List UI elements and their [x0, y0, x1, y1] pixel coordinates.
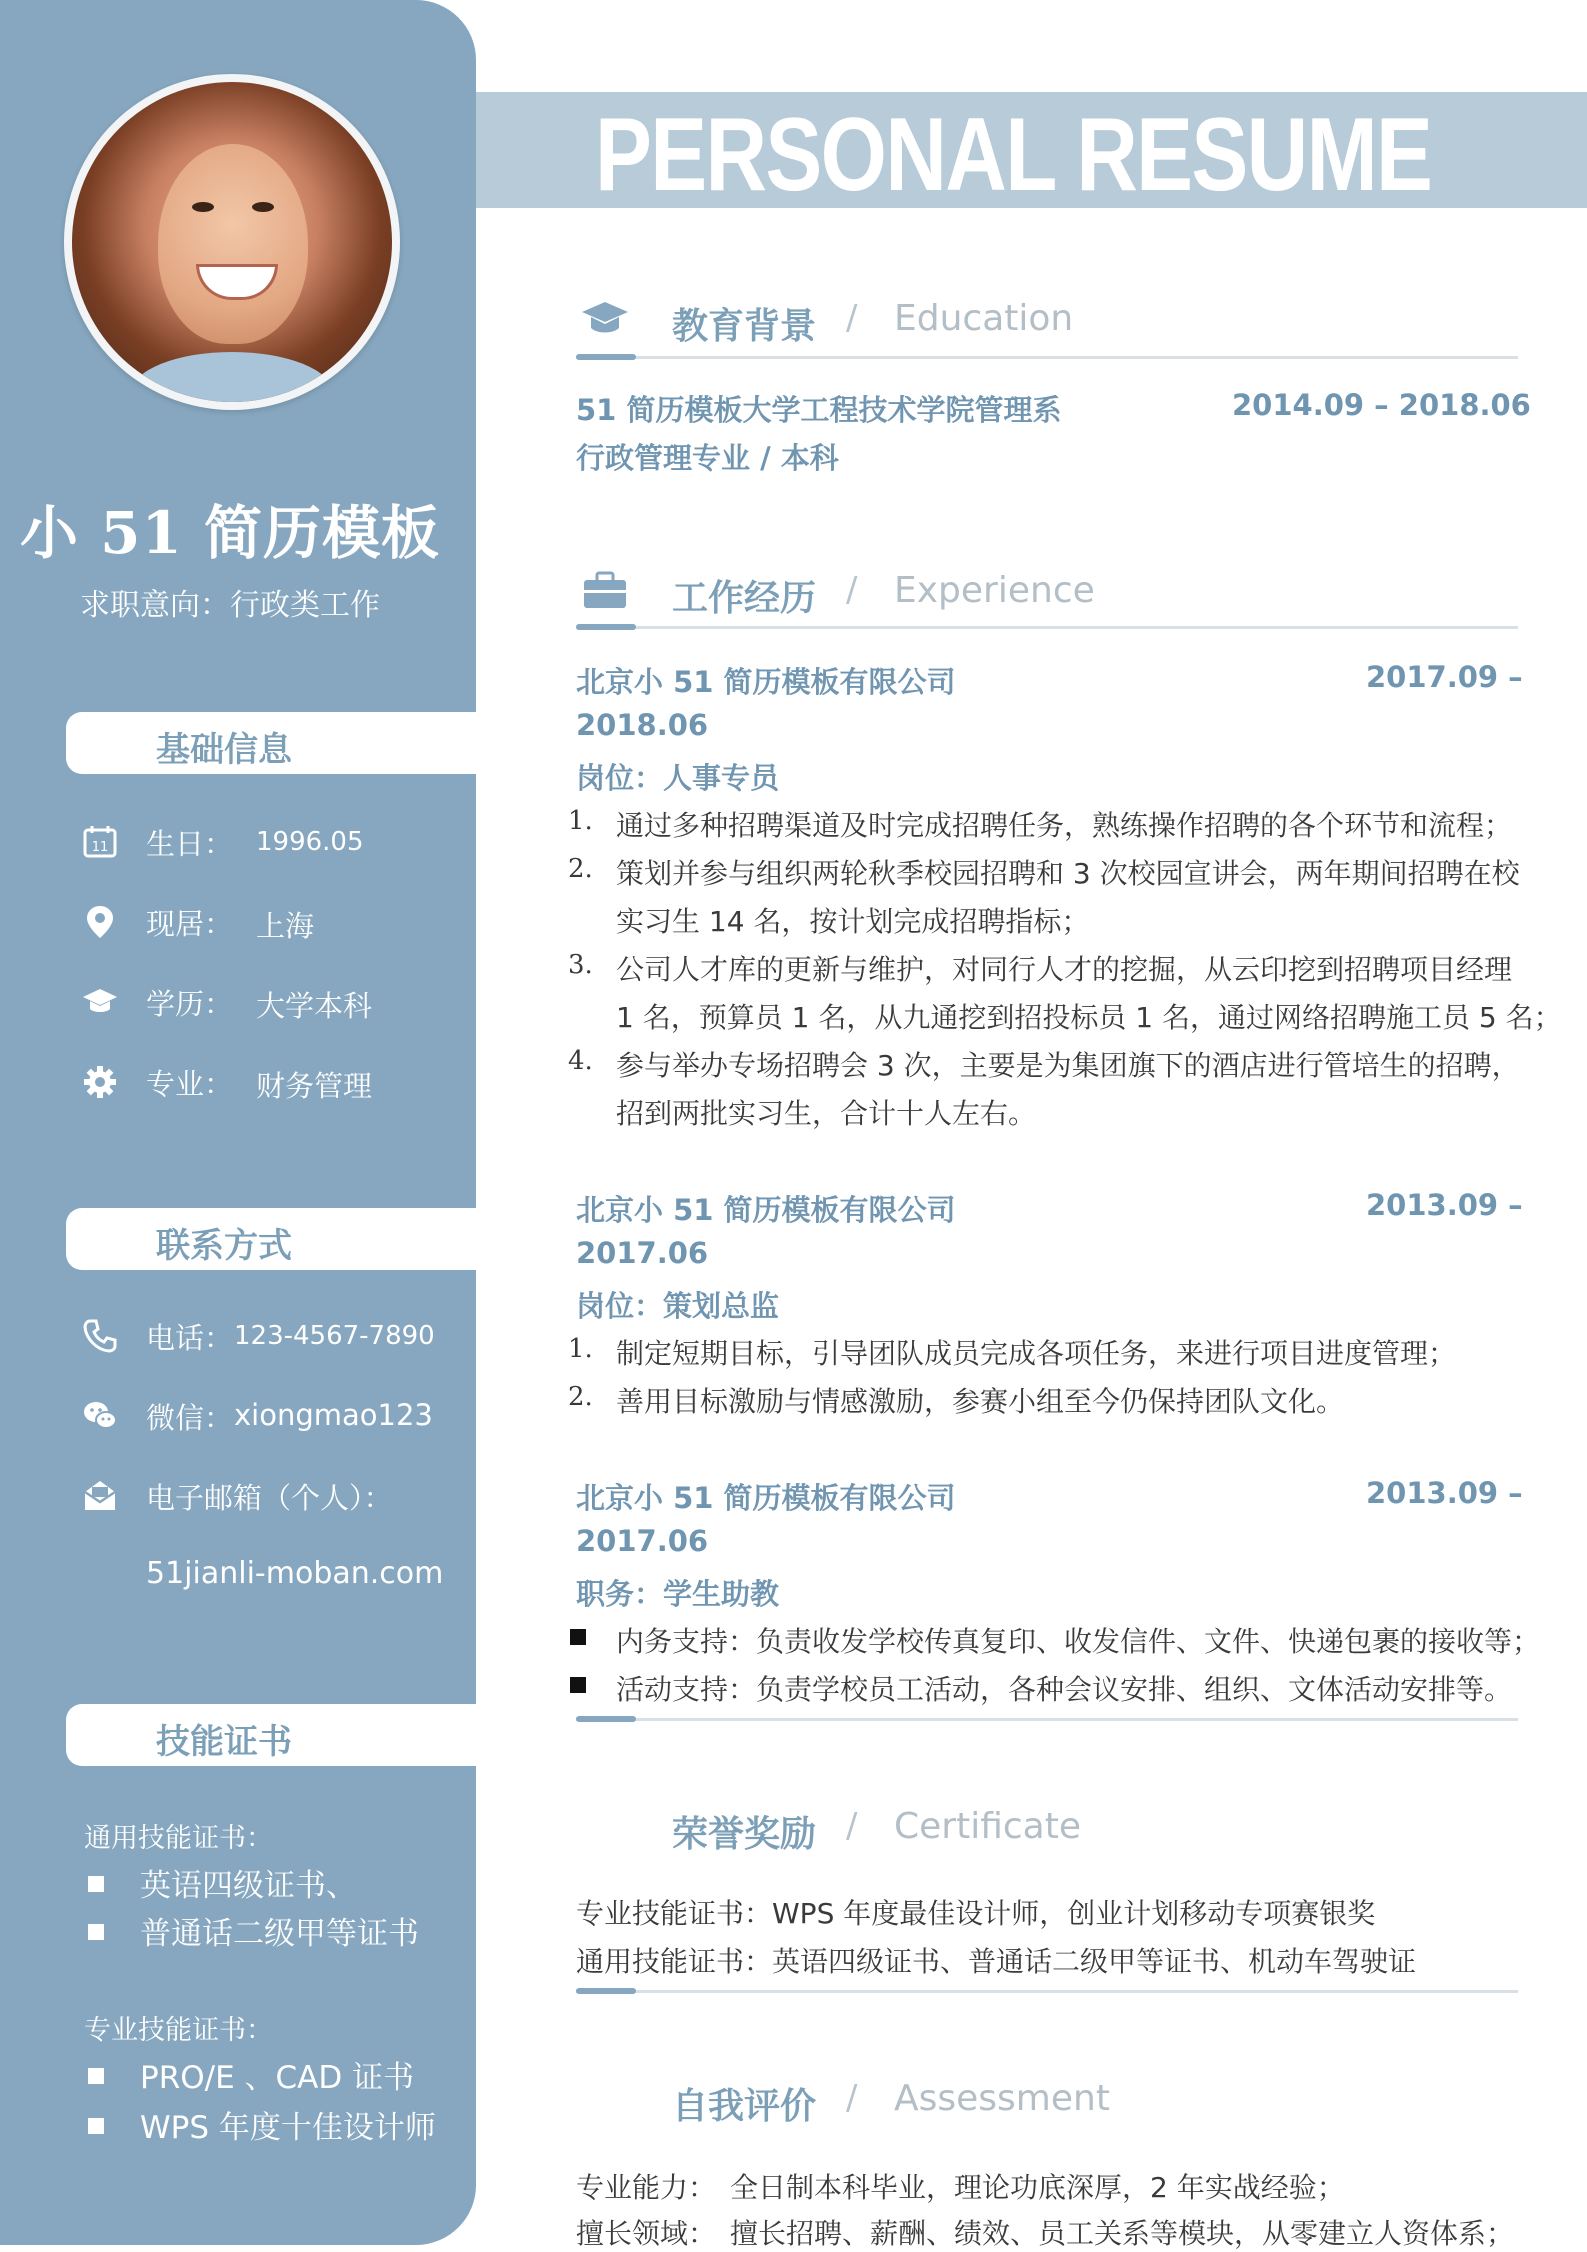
section-title: 技能证书	[156, 1722, 292, 1762]
banner-title: PERSONAL RESUME	[595, 97, 1432, 213]
phone-icon	[82, 1318, 118, 1354]
graduation-cap-icon	[580, 298, 630, 338]
info-label: 电话：	[146, 1321, 234, 1355]
duty-line: 策划并参与组织两轮秋季校园招聘和 3 次校园宣讲会，两年期间招聘在校	[616, 857, 1520, 890]
assessment-label: 擅长领域：	[576, 2217, 717, 2250]
assessment-text: 擅长招聘、薪酬、绩效、员工关系等模块，从零建立人资体系；	[730, 2217, 1515, 2250]
duty-line: 活动支持：负责学校员工活动，各种会议安排、组织、文体活动安排等。	[616, 1673, 1513, 1706]
section-title-en: Certificate	[894, 1806, 1081, 1847]
job-intent: 求职意向：行政类工作	[80, 588, 380, 623]
job-role: 岗位：策划总监	[576, 1289, 780, 1323]
list-number: 1.	[568, 1334, 593, 1364]
section-rule	[576, 1718, 1518, 1721]
email-icon	[82, 1478, 118, 1514]
wechat-icon	[82, 1398, 118, 1434]
section-title-en: Education	[894, 298, 1074, 339]
section-rule	[576, 626, 1518, 629]
info-value: 上海	[256, 909, 315, 943]
list-number: 4.	[568, 1046, 593, 1076]
section-divider-slash: /	[846, 1806, 858, 1846]
bullet-square	[570, 1677, 586, 1693]
info-label: 微信：	[146, 1401, 234, 1435]
cert-item: WPS 年度十佳设计师	[88, 2102, 436, 2147]
section-accent-bar	[576, 354, 636, 360]
info-label: 学历：	[146, 987, 234, 1021]
education-major: 行政管理专业 / 本科	[576, 441, 839, 475]
duty-line: 善用目标激励与情感激励，参赛小组至今仍保持团队文化。	[616, 1385, 1345, 1418]
section-accent-bar	[576, 1716, 636, 1722]
cert-group-title: 通用技能证书：	[84, 1823, 273, 1854]
company-name: 北京小 51 简历模板有限公司	[576, 1481, 956, 1515]
cert-item: 英语四级证书、	[88, 1860, 357, 1905]
education-date: 2014.09 – 2018.06	[1232, 388, 1531, 422]
section-title-education: 教育背景	[672, 306, 817, 347]
job-role: 职务：学生助教	[576, 1577, 780, 1611]
info-value: 1996.05	[256, 827, 364, 857]
calendar-icon	[82, 824, 118, 860]
section-title-assessment: 自我评价	[672, 2086, 817, 2127]
duty-line: 招到两批实习生，合计十人左右。	[616, 1097, 1037, 1130]
list-number: 2.	[568, 1382, 593, 1412]
school-name: 51 简历模板大学工程技术学院管理系	[576, 393, 1062, 427]
duty-line: 实习生 14 名，按计划完成招聘指标；	[616, 905, 1090, 938]
job-role: 岗位：人事专员	[576, 761, 780, 795]
phone-value: 123-4567-7890	[234, 1321, 435, 1351]
section-divider-slash: /	[846, 570, 858, 610]
info-value: 大学本科	[256, 989, 373, 1023]
company-name: 北京小 51 简历模板有限公司	[576, 665, 956, 699]
section-title-certificate: 荣誉奖励	[672, 1814, 817, 1855]
cert-item: PRO/E 、CAD 证书	[88, 2052, 414, 2097]
section-accent-bar	[576, 1988, 636, 1994]
graduation-cap-icon	[82, 984, 118, 1020]
cert-group-title: 专业技能证书：	[84, 2015, 273, 2046]
wechat-value: xiongmao123	[234, 1398, 433, 1432]
duty-line: 参与举办专场招聘会 3 次，主要是为集团旗下的酒店进行管培生的招聘，	[616, 1049, 1520, 1082]
info-label: 现居：	[146, 907, 234, 941]
info-label: 电子邮箱（个人）：	[146, 1481, 393, 1515]
bullet-square	[570, 1629, 586, 1645]
avatar	[72, 82, 392, 402]
duty-line: 内务支持：负责收发学校传真复印、收发信件、文件、快递包裹的接收等；	[616, 1625, 1541, 1658]
section-title-en: Assessment	[894, 2078, 1110, 2119]
job-date-start: 2013.09 –	[1366, 1476, 1523, 1510]
section-title-en: Experience	[894, 570, 1095, 611]
job-date-start: 2017.09 –	[1366, 660, 1523, 694]
company-name: 北京小 51 简历模板有限公司	[576, 1193, 956, 1227]
list-number: 2.	[568, 854, 593, 884]
section-title: 基础信息	[156, 730, 292, 770]
info-label: 专业：	[146, 1067, 234, 1101]
assessment-text: 全日制本科毕业，理论功底深厚，2 年实战经验；	[730, 2171, 1345, 2204]
job-date-end: 2018.06	[576, 708, 709, 742]
section-accent-bar	[576, 624, 636, 630]
list-number: 3.	[568, 950, 593, 980]
location-pin-icon	[82, 904, 118, 940]
section-title-experience: 工作经历	[672, 578, 817, 619]
duty-line: 公司人才库的更新与维护，对同行人才的挖掘，从云印挖到招聘项目经理	[616, 953, 1513, 986]
section-divider-slash: /	[846, 298, 858, 338]
section-rule	[576, 356, 1518, 359]
duty-line: 通过多种招聘渠道及时完成招聘任务，熟练操作招聘的各个环节和流程；	[616, 809, 1513, 842]
certificate-line: 通用技能证书：英语四级证书、普通话二级甲等证书、机动车驾驶证	[576, 1945, 1417, 1978]
candidate-name: 小 51 简历模板	[19, 499, 441, 567]
cert-item: 普通话二级甲等证书	[88, 1908, 419, 1953]
job-date-end: 2017.06	[576, 1524, 709, 1558]
section-header-contact	[66, 1208, 476, 1270]
list-number: 1.	[568, 806, 593, 836]
info-label: 生日：	[146, 827, 234, 861]
email-value[interactable]: 51jianli-moban.com	[146, 1556, 444, 1591]
job-date-start: 2013.09 –	[1366, 1188, 1523, 1222]
gear-icon	[82, 1064, 118, 1100]
section-title: 联系方式	[156, 1226, 292, 1266]
certificate-line: 专业技能证书：WPS 年度最佳设计师，创业计划移动专项赛银奖	[576, 1897, 1376, 1930]
section-header-basic-info	[66, 712, 476, 774]
assessment-label: 专业能力：	[576, 2171, 717, 2204]
section-divider-slash: /	[846, 2078, 858, 2118]
svg-text:11: 11	[91, 840, 109, 855]
duty-line: 1 名，预算员 1 名，从九通挖到招投标员 1 名，通过网络招聘施工员 5 名；	[616, 1001, 1562, 1034]
info-value: 财务管理	[256, 1069, 373, 1103]
section-rule	[576, 1990, 1518, 1993]
briefcase-icon	[580, 570, 630, 610]
job-date-end: 2017.06	[576, 1236, 709, 1270]
duty-line: 制定短期目标，引导团队成员完成各项任务，来进行项目进度管理；	[616, 1337, 1457, 1370]
section-header-skills	[66, 1704, 476, 1766]
